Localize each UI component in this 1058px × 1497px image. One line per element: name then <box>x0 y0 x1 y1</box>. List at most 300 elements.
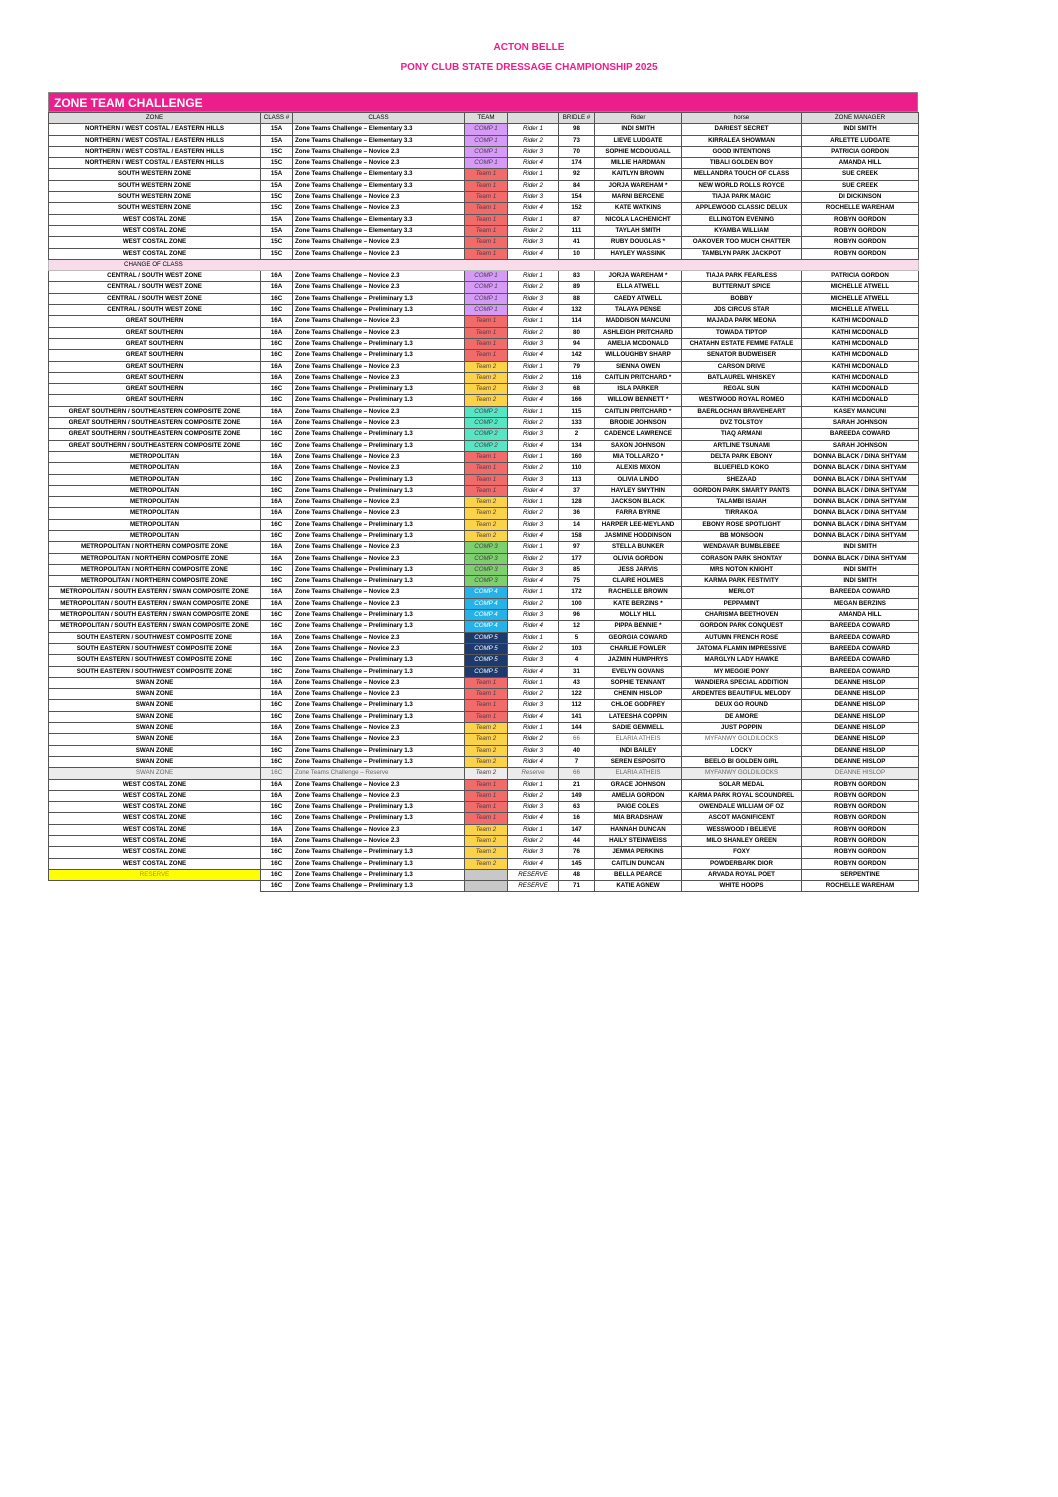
rider-cell: ELARIA ATHEIS <box>595 768 682 779</box>
col-class-number: CLASS # <box>261 113 293 124</box>
class-number-cell: 15C <box>261 237 293 248</box>
table-row <box>49 802 919 813</box>
manager-cell: BAREEDA COWARD <box>802 621 919 632</box>
position-cell: Reserve <box>508 768 559 779</box>
manager-cell: MEGAN BERZINS <box>802 598 919 609</box>
position-cell: Rider 3 <box>508 146 559 157</box>
rider-cell: BELLA PEARCE <box>595 869 682 880</box>
position-cell: Rider 4 <box>508 395 559 406</box>
class-cell: Zone Teams Challenge – Preliminary 1.3 <box>293 384 465 395</box>
manager-cell: BAREEDA COWARD <box>802 587 919 598</box>
team-cell: COMP 2 <box>465 440 508 451</box>
class-cell: Zone Teams Challenge – Novice 2.3 <box>293 689 465 700</box>
rider-cell: BRODIE JOHNSON <box>595 418 682 429</box>
rider-cell: SOPHIE MCDOUGALL <box>595 146 682 157</box>
team-cell: COMP 4 <box>465 598 508 609</box>
table-row <box>49 632 919 643</box>
manager-cell: KATHI MCDONALD <box>802 395 919 406</box>
class-number-cell: 16C <box>261 858 293 869</box>
table-row <box>49 666 919 677</box>
table-row <box>49 700 919 711</box>
rider-cell: WILLOUGHBY SHARP <box>595 350 682 361</box>
rider-cell: MIA TOLLARZO * <box>595 451 682 462</box>
zone-cell: WEST COSTAL ZONE <box>49 813 261 824</box>
class-cell: Zone Teams Challenge – Preliminary 1.3 <box>293 293 465 304</box>
class-cell: Zone Teams Challenge – Preliminary 1.3 <box>293 700 465 711</box>
class-number-cell: 16A <box>261 689 293 700</box>
position-cell: Rider 2 <box>508 836 559 847</box>
table-body-b <box>49 271 919 892</box>
zone-cell: METROPOLITAN / SOUTH EASTERN / SWAN COMPOSITE ZONE <box>49 610 261 621</box>
manager-cell: DEANNE HISLOP <box>802 700 919 711</box>
rider-cell: LIEVE LUDGATE <box>595 135 682 146</box>
zone-cell: METROPOLITAN / SOUTH EASTERN / SWAN COMPOSITE ZONE <box>49 587 261 598</box>
horse-cell: MYFANWY GOLDILOCKS <box>682 734 802 745</box>
horse-cell: KARMA PARK FESTIVITY <box>682 576 802 587</box>
manager-cell: BAREEDA COWARD <box>802 666 919 677</box>
class-number-cell: 16C <box>261 745 293 756</box>
manager-cell: ROBYN GORDON <box>802 802 919 813</box>
manager-cell: DONNA BLACK / DINA SHTYAM <box>802 519 919 530</box>
team-cell: Team 1 <box>465 169 508 180</box>
position-cell: Rider 1 <box>508 824 559 835</box>
table-row <box>49 169 919 180</box>
table-row <box>49 587 919 598</box>
rider-cell: JAZMIN HUMPHRYS <box>595 655 682 666</box>
class-number-cell: 16A <box>261 327 293 338</box>
class-cell: Zone Teams Challenge – Novice 2.3 <box>293 553 465 564</box>
manager-cell: INDI SMITH <box>802 576 919 587</box>
class-number-cell: 16C <box>261 293 293 304</box>
section-banner: ZONE TEAM CHALLENGE <box>48 92 918 112</box>
bridle-cell: 172 <box>559 587 595 598</box>
rider-cell: PAIGE COLES <box>595 802 682 813</box>
position-cell: Rider 3 <box>508 192 559 203</box>
bridle-cell: 76 <box>559 847 595 858</box>
zone-cell: SOUTH EASTERN / SOUTHWEST COMPOSITE ZONE <box>49 655 261 666</box>
zone-cell: WEST COSTAL ZONE <box>49 225 261 236</box>
position-cell: Rider 3 <box>508 237 559 248</box>
team-cell: Team 2 <box>465 497 508 508</box>
manager-cell: ARLETTE LUDGATE <box>802 135 919 146</box>
team-cell: Team 1 <box>465 248 508 259</box>
manager-cell: DI DICKINSON <box>802 192 919 203</box>
horse-cell: MELLANDRA TOUCH OF CLASS <box>682 169 802 180</box>
team-cell: Team 2 <box>465 768 508 779</box>
manager-cell: DONNA BLACK / DINA SHTYAM <box>802 508 919 519</box>
horse-cell: LOCKY <box>682 745 802 756</box>
rider-cell: MILLIE HARDMAN <box>595 158 682 169</box>
table-row <box>49 813 919 824</box>
rider-cell: ELARIA ATHEIS <box>595 734 682 745</box>
position-cell: Rider 1 <box>508 169 559 180</box>
table-row <box>49 474 919 485</box>
bridle-cell: 71 <box>559 881 595 892</box>
class-number-cell: 16C <box>261 338 293 349</box>
class-number-cell: 16C <box>261 756 293 767</box>
table-row <box>49 451 919 462</box>
team-cell: Team 2 <box>465 858 508 869</box>
position-cell: Rider 3 <box>508 474 559 485</box>
horse-cell: SOLAR MEDAL <box>682 779 802 790</box>
bridle-cell: 21 <box>559 779 595 790</box>
class-cell: Zone Teams Challenge – Novice 2.3 <box>293 497 465 508</box>
bridle-cell: 89 <box>559 282 595 293</box>
manager-cell: DONNA BLACK / DINA SHTYAM <box>802 497 919 508</box>
manager-cell: SERPENTINE <box>802 869 919 880</box>
rider-cell: CHLOE GODFREY <box>595 700 682 711</box>
manager-cell: AMANDA HILL <box>802 158 919 169</box>
position-cell: Rider 1 <box>508 779 559 790</box>
rider-cell: KAITLYN BROWN <box>595 169 682 180</box>
rider-cell: JORJA WAREHAM * <box>595 271 682 282</box>
horse-cell: BAERLOCHAN BRAVEHEART <box>682 406 802 417</box>
zone-cell: METROPOLITAN <box>49 519 261 530</box>
team-cell: COMP 3 <box>465 542 508 553</box>
bridle-cell: 142 <box>559 350 595 361</box>
bridle-cell: 177 <box>559 553 595 564</box>
class-cell: Zone Teams Challenge – Novice 2.3 <box>293 237 465 248</box>
class-number-cell: 16A <box>261 271 293 282</box>
manager-cell: PATRICIA GORDON <box>802 146 919 157</box>
class-cell: Zone Teams Challenge – Elementary 3.3 <box>293 225 465 236</box>
horse-cell: WANDIERA SPECIAL ADDITION <box>682 677 802 688</box>
zone-cell: CENTRAL / SOUTH WEST ZONE <box>49 293 261 304</box>
team-cell: Team 1 <box>465 338 508 349</box>
bridle-cell: 158 <box>559 530 595 541</box>
class-number-cell: 16A <box>261 587 293 598</box>
position-cell: Rider 4 <box>508 756 559 767</box>
manager-cell: DEANNE HISLOP <box>802 745 919 756</box>
zone-cell: WEST COSTAL ZONE <box>49 779 261 790</box>
class-cell: Zone Teams Challenge – Reserve <box>293 768 465 779</box>
bridle-cell: 68 <box>559 384 595 395</box>
horse-cell: DE AMORE <box>682 711 802 722</box>
zone-cell: GREAT SOUTHERN / SOUTHEASTERN COMPOSITE ZONE <box>49 429 261 440</box>
zone-cell: WEST COSTAL ZONE <box>49 824 261 835</box>
class-cell: Zone Teams Challenge – Novice 2.3 <box>293 779 465 790</box>
zone-cell: SOUTH EASTERN / SOUTHWEST COMPOSITE ZONE <box>49 632 261 643</box>
zone-cell: GREAT SOUTHERN <box>49 327 261 338</box>
bridle-cell: 152 <box>559 203 595 214</box>
horse-cell: BLUEFIELD KOKO <box>682 463 802 474</box>
bridle-cell: 154 <box>559 192 595 203</box>
bridle-cell: 37 <box>559 485 595 496</box>
bridle-cell: 84 <box>559 180 595 191</box>
zone-cell: GREAT SOUTHERN <box>49 350 261 361</box>
position-cell: Rider 1 <box>508 497 559 508</box>
position-cell: Rider 1 <box>508 451 559 462</box>
team-cell: Team 1 <box>465 214 508 225</box>
zone-cell: GREAT SOUTHERN <box>49 372 261 383</box>
team-cell: Team 2 <box>465 723 508 734</box>
col-rider: Rider <box>595 113 682 124</box>
class-number-cell: 16A <box>261 463 293 474</box>
class-number-cell: 16A <box>261 406 293 417</box>
table-row <box>49 655 919 666</box>
results-sheet <box>48 92 918 892</box>
class-number-cell: 16C <box>261 485 293 496</box>
rider-cell: OLIVIA LINDO <box>595 474 682 485</box>
class-cell: Zone Teams Challenge – Elementary 3.3 <box>293 214 465 225</box>
bridle-cell: 66 <box>559 734 595 745</box>
manager-cell: PATRICIA GORDON <box>802 271 919 282</box>
class-number-cell: 16A <box>261 677 293 688</box>
manager-cell: ROBYN GORDON <box>802 225 919 236</box>
class-cell: Zone Teams Challenge – Novice 2.3 <box>293 146 465 157</box>
class-number-cell: 16A <box>261 734 293 745</box>
team-cell: COMP 1 <box>465 271 508 282</box>
manager-cell: BAREEDA COWARD <box>802 429 919 440</box>
horse-cell: TAMBLYN PARK JACKPOT <box>682 248 802 259</box>
class-cell: Zone Teams Challenge – Novice 2.3 <box>293 587 465 598</box>
manager-cell: ROCHELLE WAREHAM <box>802 203 919 214</box>
zone-cell: METROPOLITAN <box>49 485 261 496</box>
bridle-cell: 48 <box>559 869 595 880</box>
team-cell: COMP 1 <box>465 305 508 316</box>
class-cell: Zone Teams Challenge – Novice 2.3 <box>293 271 465 282</box>
horse-cell: BATLAUREL WHISKEY <box>682 372 802 383</box>
horse-cell: ARVADA ROYAL POET <box>682 869 802 880</box>
manager-cell: DONNA BLACK / DINA SHTYAM <box>802 485 919 496</box>
class-cell: Zone Teams Challenge – Novice 2.3 <box>293 316 465 327</box>
col-bridle: BRIDLE # <box>559 113 595 124</box>
class-number-cell: 15C <box>261 158 293 169</box>
team-table <box>48 112 919 892</box>
horse-cell: REGAL SUN <box>682 384 802 395</box>
zone-cell: METROPOLITAN <box>49 530 261 541</box>
table-row <box>49 689 919 700</box>
horse-cell: TIAQ ARMANI <box>682 429 802 440</box>
class-cell: Zone Teams Challenge – Elementary 3.3 <box>293 135 465 146</box>
header-row <box>49 113 919 124</box>
zone-cell: METROPOLITAN <box>49 474 261 485</box>
position-cell: Rider 3 <box>508 802 559 813</box>
class-cell: Zone Teams Challenge – Preliminary 1.3 <box>293 395 465 406</box>
zone-cell: WEST COSTAL ZONE <box>49 237 261 248</box>
manager-cell: ROBYN GORDON <box>802 824 919 835</box>
table-row <box>49 711 919 722</box>
rider-cell: MIA BRADSHAW <box>595 813 682 824</box>
table-row <box>49 508 919 519</box>
table-row <box>49 463 919 474</box>
manager-cell: ROBYN GORDON <box>802 836 919 847</box>
class-number-cell: 16C <box>261 621 293 632</box>
rider-cell: MARNI BERCENE <box>595 192 682 203</box>
table-row <box>49 824 919 835</box>
zone-cell: METROPOLITAN <box>49 508 261 519</box>
zone-cell: WEST COSTAL ZONE <box>49 858 261 869</box>
team-cell: COMP 1 <box>465 293 508 304</box>
position-cell: Rider 1 <box>508 587 559 598</box>
position-cell: Rider 1 <box>508 632 559 643</box>
class-cell: Zone Teams Challenge – Novice 2.3 <box>293 282 465 293</box>
table-row <box>49 338 919 349</box>
rider-cell: PIPPA BENNIE * <box>595 621 682 632</box>
table-row <box>49 756 919 767</box>
position-cell: Rider 4 <box>508 576 559 587</box>
class-cell: Zone Teams Challenge – Preliminary 1.3 <box>293 338 465 349</box>
class-cell: Zone Teams Challenge – Novice 2.3 <box>293 372 465 383</box>
class-number-cell: 16A <box>261 451 293 462</box>
manager-cell: DONNA BLACK / DINA SHTYAM <box>802 474 919 485</box>
zone-cell: CENTRAL / SOUTH WEST ZONE <box>49 305 261 316</box>
col-team: TEAM <box>465 113 508 124</box>
table-row <box>49 248 919 259</box>
position-cell: Rider 2 <box>508 734 559 745</box>
rider-cell: GEORGIA COWARD <box>595 632 682 643</box>
position-cell: Rider 1 <box>508 677 559 688</box>
class-number-cell: 16A <box>261 497 293 508</box>
position-cell: Rider 1 <box>508 361 559 372</box>
class-number-cell: 16A <box>261 361 293 372</box>
table-row <box>49 406 919 417</box>
manager-cell: ROCHELLE WAREHAM <box>802 881 919 892</box>
class-cell: Zone Teams Challenge – Novice 2.3 <box>293 836 465 847</box>
zone-cell: METROPOLITAN / NORTHERN COMPOSITE ZONE <box>49 576 261 587</box>
class-number-cell: 15A <box>261 135 293 146</box>
zone-cell: SOUTH EASTERN / SOUTHWEST COMPOSITE ZONE <box>49 643 261 654</box>
bridle-cell: 36 <box>559 508 595 519</box>
rider-cell: KATE BERZINS * <box>595 598 682 609</box>
manager-cell: KATHI MCDONALD <box>802 361 919 372</box>
class-number-cell: 16A <box>261 542 293 553</box>
bridle-cell: 134 <box>559 440 595 451</box>
class-cell: Zone Teams Challenge – Elementary 3.3 <box>293 169 465 180</box>
horse-cell: CORASON PARK SHONTAY <box>682 553 802 564</box>
class-cell: Zone Teams Challenge – Novice 2.3 <box>293 463 465 474</box>
table-body-a <box>49 124 919 260</box>
horse-cell: EBONY ROSE SPOTLIGHT <box>682 519 802 530</box>
rider-cell: SAXON JOHNSON <box>595 440 682 451</box>
rider-cell: SOPHIE TENNANT <box>595 677 682 688</box>
position-cell: Rider 2 <box>508 553 559 564</box>
manager-cell: KASEY MANCUNI <box>802 406 919 417</box>
horse-cell: DVZ TOLSTOY <box>682 418 802 429</box>
position-cell: Rider 4 <box>508 158 559 169</box>
table-row <box>49 643 919 654</box>
horse-cell: WESTWOOD ROYAL ROMEO <box>682 395 802 406</box>
table-row <box>49 395 919 406</box>
bridle-cell: 114 <box>559 316 595 327</box>
class-number-cell: 16C <box>261 440 293 451</box>
class-number-cell: 16C <box>261 768 293 779</box>
rider-cell: CHENIN HISLOP <box>595 689 682 700</box>
horse-cell: GOOD INTENTIONS <box>682 146 802 157</box>
class-cell: Zone Teams Challenge – Preliminary 1.3 <box>293 576 465 587</box>
rider-cell: CAITLIN DUNCAN <box>595 858 682 869</box>
table-row <box>49 440 919 451</box>
col-position <box>508 113 559 124</box>
table-row <box>49 158 919 169</box>
position-cell: Rider 4 <box>508 203 559 214</box>
team-cell: COMP 4 <box>465 587 508 598</box>
team-cell: Team 2 <box>465 508 508 519</box>
bridle-cell: 75 <box>559 576 595 587</box>
table-row <box>49 677 919 688</box>
manager-cell: ROBYN GORDON <box>802 214 919 225</box>
manager-cell: DEANNE HISLOP <box>802 711 919 722</box>
horse-cell: WESSWOOD I BELIEVE <box>682 824 802 835</box>
horse-cell: ARDENTES BEAUTIFUL MELODY <box>682 689 802 700</box>
rider-cell: JASMINE HODDINSON <box>595 530 682 541</box>
manager-cell: DONNA BLACK / DINA SHTYAM <box>802 530 919 541</box>
bridle-cell: 63 <box>559 802 595 813</box>
position-cell: Rider 4 <box>508 813 559 824</box>
position-cell: Rider 3 <box>508 610 559 621</box>
team-cell: Team 1 <box>465 485 508 496</box>
bridle-cell: 98 <box>559 124 595 135</box>
rider-cell: JORJA WAREHAM * <box>595 180 682 191</box>
horse-cell: APPLEWOOD CLASSIC DELUX <box>682 203 802 214</box>
class-cell: Zone Teams Challenge – Elementary 3.3 <box>293 124 465 135</box>
horse-cell: TIAJA PARK MAGIC <box>682 192 802 203</box>
zone-cell: WEST COSTAL ZONE <box>49 214 261 225</box>
class-cell: Zone Teams Challenge – Novice 2.3 <box>293 643 465 654</box>
team-cell: Team 2 <box>465 756 508 767</box>
zone-cell: METROPOLITAN / NORTHERN COMPOSITE ZONE <box>49 542 261 553</box>
manager-cell: KATHI MCDONALD <box>802 350 919 361</box>
zone-cell: WEST COSTAL ZONE <box>49 836 261 847</box>
class-cell: Zone Teams Challenge – Preliminary 1.3 <box>293 440 465 451</box>
class-number-cell: 16C <box>261 813 293 824</box>
zone-cell: SWAN ZONE <box>49 711 261 722</box>
zone-cell: SWAN ZONE <box>49 689 261 700</box>
horse-cell: CARSON DRIVE <box>682 361 802 372</box>
zone-cell: METROPOLITAN / SOUTH EASTERN / SWAN COMPOSITE ZONE <box>49 598 261 609</box>
position-cell: Rider 4 <box>508 305 559 316</box>
class-number-cell: 16C <box>261 655 293 666</box>
class-number-cell: 16C <box>261 869 293 880</box>
class-cell: Zone Teams Challenge – Novice 2.3 <box>293 406 465 417</box>
table-row <box>49 180 919 191</box>
table-row <box>49 869 919 880</box>
team-cell: COMP 5 <box>465 643 508 654</box>
rider-cell: TALAYA PENSE <box>595 305 682 316</box>
horse-cell: DEUX GO ROUND <box>682 700 802 711</box>
position-cell: Rider 4 <box>508 485 559 496</box>
horse-cell: WENDAVAR BUMBLEBEE <box>682 542 802 553</box>
bridle-cell: 12 <box>559 621 595 632</box>
zone-cell: CENTRAL / SOUTH WEST ZONE <box>49 282 261 293</box>
rider-cell: SEREN ESPOSITO <box>595 756 682 767</box>
horse-cell: SENATOR BUDWEISER <box>682 350 802 361</box>
bridle-cell: 141 <box>559 711 595 722</box>
team-cell: Team 2 <box>465 372 508 383</box>
position-cell: Rider 3 <box>508 429 559 440</box>
rider-cell: HANNAH DUNCAN <box>595 824 682 835</box>
zone-cell: SOUTH WESTERN ZONE <box>49 192 261 203</box>
class-cell: Zone Teams Challenge – Novice 2.3 <box>293 723 465 734</box>
team-cell: COMP 3 <box>465 564 508 575</box>
class-number-cell: 16A <box>261 779 293 790</box>
bridle-cell: 122 <box>559 689 595 700</box>
manager-cell: BAREEDA COWARD <box>802 632 919 643</box>
position-cell: Rider 4 <box>508 440 559 451</box>
position-cell: Rider 3 <box>508 745 559 756</box>
class-cell: Zone Teams Challenge – Preliminary 1.3 <box>293 666 465 677</box>
class-cell: Zone Teams Challenge – Preliminary 1.3 <box>293 429 465 440</box>
class-cell: Zone Teams Challenge – Novice 2.3 <box>293 734 465 745</box>
position-cell: Rider 2 <box>508 790 559 801</box>
class-number-cell: 16C <box>261 666 293 677</box>
rider-cell: AMELIA GORDON <box>595 790 682 801</box>
rider-cell: RUBY DOUGLAS * <box>595 237 682 248</box>
class-number-cell: 16A <box>261 790 293 801</box>
bridle-cell: 97 <box>559 542 595 553</box>
zone-cell: WEST COSTAL ZONE <box>49 790 261 801</box>
manager-cell: MICHELLE ATWELL <box>802 305 919 316</box>
